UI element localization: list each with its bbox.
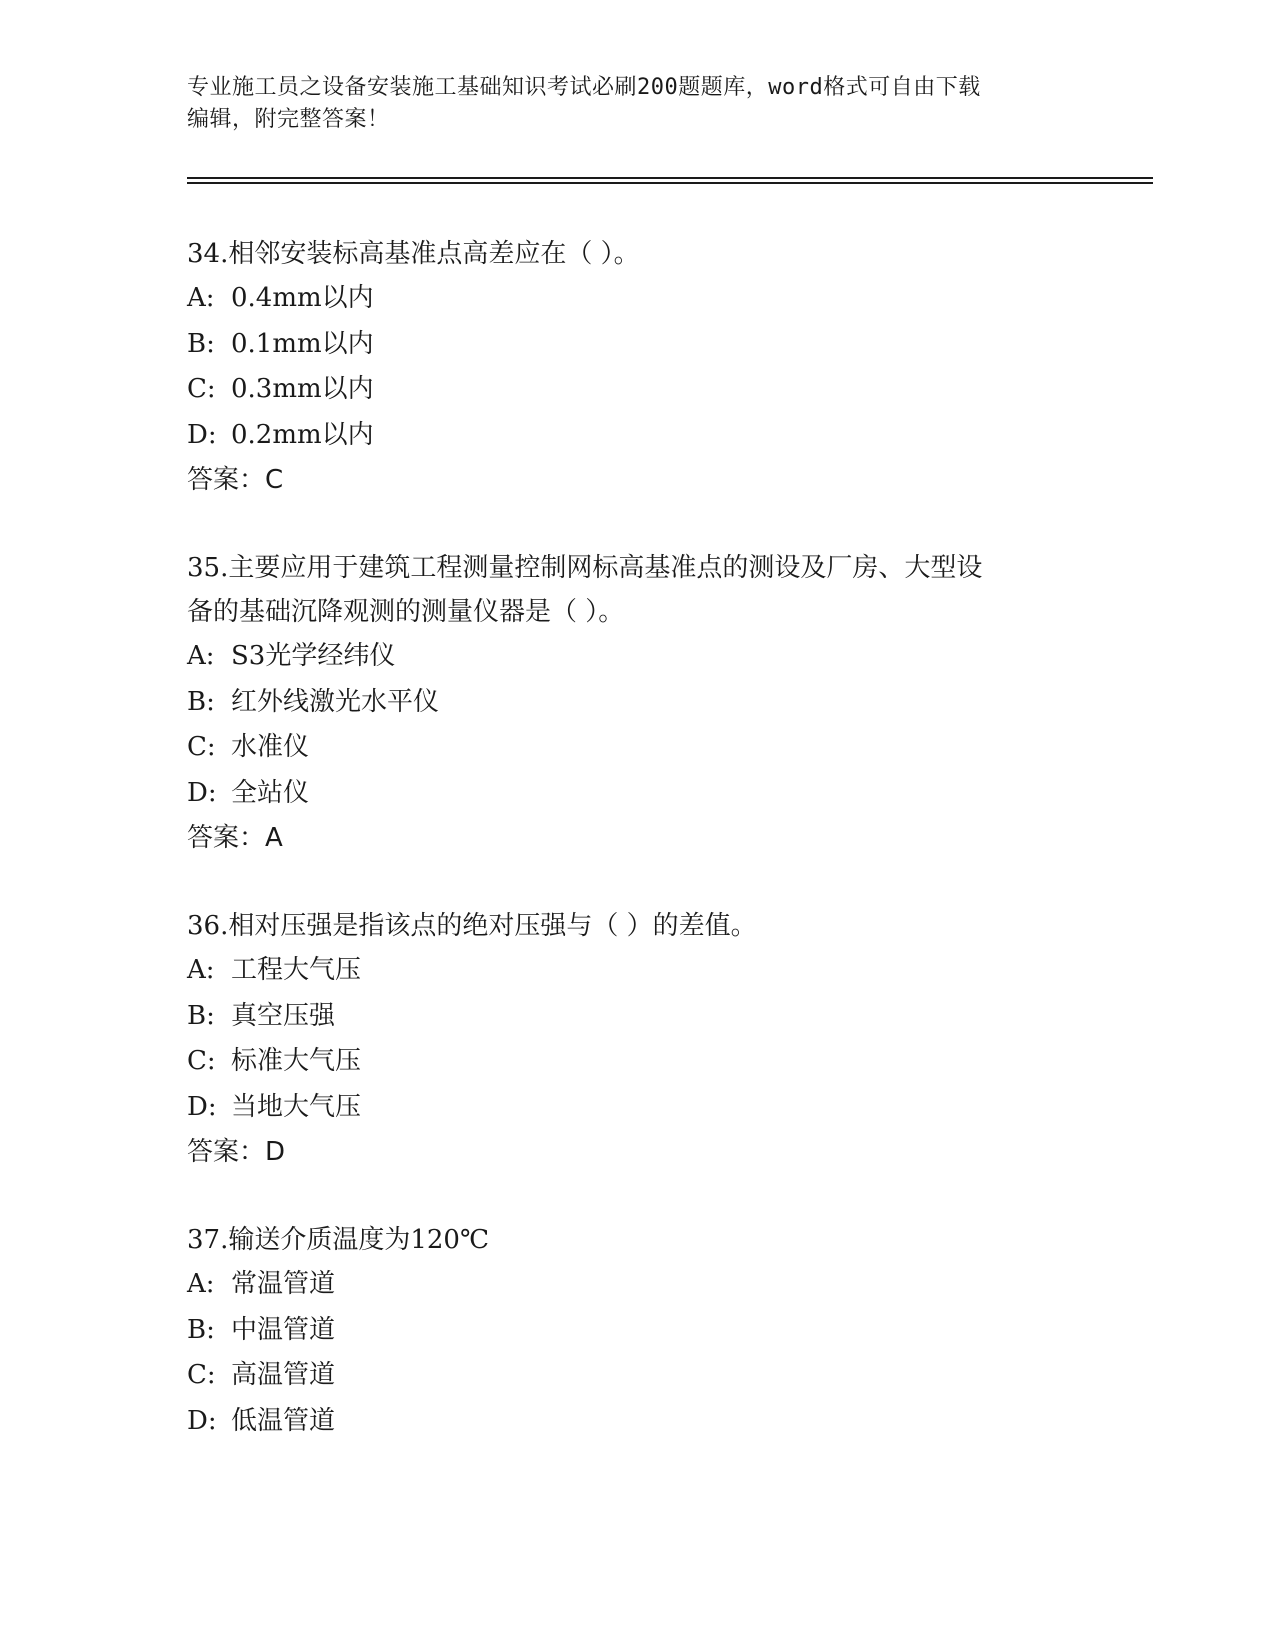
answer-line: 答案：C <box>187 465 284 495</box>
header-divider-bottom <box>187 182 1153 184</box>
option-a <box>187 634 1107 680</box>
option-letter: C: <box>187 1046 216 1076</box>
answer-line: 答案：D <box>187 1137 286 1167</box>
option-c <box>187 1039 1107 1085</box>
option-letter: B: <box>187 686 215 717</box>
option-text: 常温管道 <box>231 1269 336 1299</box>
option-letter: A: <box>187 641 215 671</box>
option-letter: A: <box>187 955 215 985</box>
question-stem <box>187 1218 1107 1262</box>
question-stem-line: 35.主要应用于建筑工程测量控制网标高基准点的测设及厂房、大型设 <box>187 553 983 583</box>
option-text: 低温管道 <box>231 1405 336 1436</box>
header-line-1: 专业施工员之设备安装施工基础知识考试必刷200题题库，word格式可自由下载 <box>187 75 981 100</box>
question-stem <box>187 546 1107 634</box>
option-a <box>187 276 1107 322</box>
option-a <box>187 948 1107 994</box>
option-letter: B: <box>187 1000 215 1031</box>
question-list <box>187 232 1107 1488</box>
option-text: 标准大气压 <box>231 1046 362 1076</box>
option-c <box>187 725 1107 771</box>
option-d <box>187 771 1107 817</box>
option-text: 当地大气压 <box>231 1091 362 1122</box>
option-letter: D: <box>187 1091 217 1122</box>
option-text: 工程大气压 <box>231 955 362 985</box>
option-letter: D: <box>187 1405 217 1436</box>
option-letter: B: <box>187 1314 215 1345</box>
option-text: 0.1mm以内 <box>231 328 374 359</box>
option-b <box>187 994 1107 1040</box>
option-a <box>187 1262 1107 1308</box>
question-34 <box>187 232 1107 502</box>
option-d <box>187 1085 1107 1131</box>
option-b <box>187 1308 1107 1354</box>
option-text: 中温管道 <box>231 1314 336 1345</box>
option-text: 0.4mm以内 <box>231 283 374 313</box>
option-text: 0.2mm以内 <box>231 419 374 450</box>
option-letter: B: <box>187 328 215 359</box>
question-stem-line: 37.输送介质温度为120℃ <box>187 1225 490 1255</box>
question-stem <box>187 904 1107 948</box>
question-36 <box>187 904 1107 1174</box>
option-text: S3光学经纬仪 <box>231 641 396 671</box>
option-letter: C: <box>187 374 216 404</box>
option-letter: D: <box>187 777 217 808</box>
option-b <box>187 322 1107 368</box>
question-stem-line: 34.相邻安装标高基准点高差应在（ ）。 <box>187 239 640 269</box>
option-letter: C: <box>187 732 216 762</box>
answer-line: 答案：A <box>187 823 283 853</box>
option-text: 真空压强 <box>231 1000 336 1031</box>
header-divider-top <box>187 177 1153 179</box>
option-letter: A: <box>187 283 215 313</box>
option-d <box>187 1399 1107 1445</box>
option-text: 高温管道 <box>231 1360 336 1390</box>
question-37 <box>187 1218 1107 1444</box>
question-stem <box>187 232 1107 276</box>
option-letter: C: <box>187 1360 216 1390</box>
option-text: 红外线激光水平仪 <box>231 686 440 717</box>
option-text: 0.3mm以内 <box>231 374 374 404</box>
question-stem-line: 备的基础沉降观测的测量仪器是（ ）。 <box>187 597 625 627</box>
header-line-2: 编辑，附完整答案！ <box>187 107 390 132</box>
question-stem-line: 36.相对压强是指该点的绝对压强与（ ）的差值。 <box>187 911 757 941</box>
option-d <box>187 413 1107 459</box>
option-letter: D: <box>187 419 217 450</box>
question-35 <box>187 546 1107 860</box>
option-text: 全站仪 <box>231 777 310 808</box>
option-c <box>187 367 1107 413</box>
option-b <box>187 680 1107 726</box>
option-letter: A: <box>187 1269 215 1299</box>
document-header <box>187 72 1067 136</box>
option-c <box>187 1353 1107 1399</box>
option-text: 水准仪 <box>231 732 310 762</box>
